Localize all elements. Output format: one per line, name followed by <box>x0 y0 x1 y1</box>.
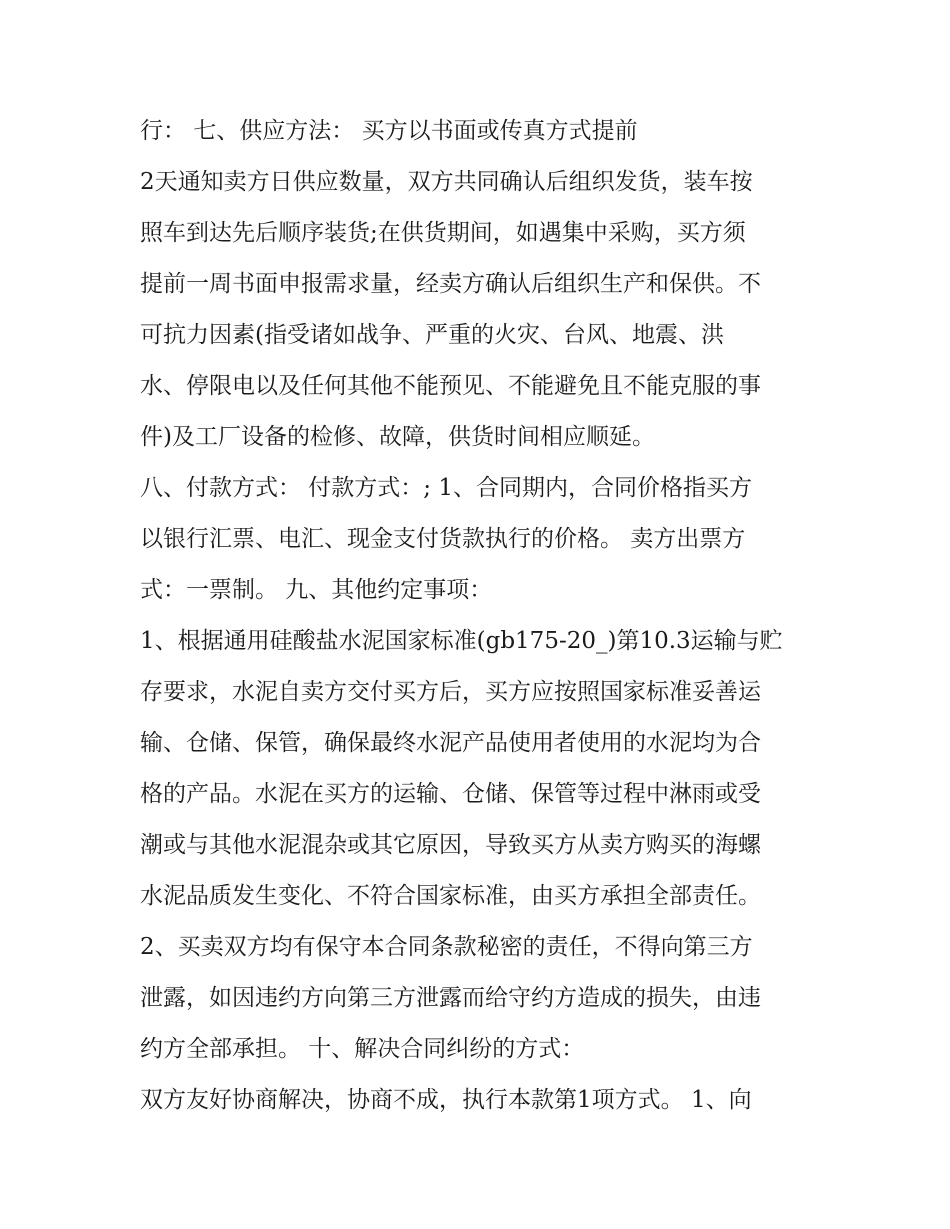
text-line: 式：一票制。 九、其他约定事项： <box>140 577 493 603</box>
text-line: 存要求，水泥自卖方交付买方后，买方应按照国家标准妥善运 <box>140 679 761 705</box>
text-line: 水泥品质发生变化、不符合国家标准，由买方承担全部责任。 <box>140 883 761 909</box>
text-line: 双方友好协商解决，协商不成，执行本款第1项方式。 1、向 <box>140 1087 752 1113</box>
text-line: 格的产品。水泥在买方的运输、仓储、保管等过程中淋雨或受 <box>140 781 761 807</box>
text-line: 八、付款方式： 付款方式：; 1、合同期内，合同价格指买方 <box>140 475 753 501</box>
text-line: 以银行汇票、电汇、现金支付货款执行的价格。 卖方出票方 <box>140 526 746 552</box>
text-line: 1、根据通用硅酸盐水泥国家标准(gb175-20_)第10.3运输与贮 <box>140 628 783 654</box>
document-body <box>140 106 820 1126</box>
text-line: 提前一周书面申报需求量，经卖方确认后组织生产和保供。不 <box>140 271 761 297</box>
text-line: 行： 七、供应方法： 买方以书面或传真方式提前 <box>140 118 638 144</box>
text-line: 件)及工厂设备的检修、故障，供货时间相应顺延。 <box>140 424 655 450</box>
text-line: 照车到达先后顺序装货;在供货期间，如遇集中采购，买方须 <box>140 220 746 246</box>
text-line: 泄露，如因违约方向第三方泄露而给守约方造成的损失，由违 <box>140 985 761 1011</box>
text-line: 水、停限电以及任何其他不能预见、不能避免且不能克服的事 <box>140 373 761 399</box>
text-line: 输、仓储、保管，确保最终水泥产品使用者使用的水泥均为合 <box>140 730 761 756</box>
text-line: 2、买卖双方均有保守本合同条款秘密的责任，不得向第三方 <box>140 934 753 960</box>
text-line: 潮或与其他水泥混杂或其它原因，导致买方从卖方购买的海螺 <box>140 832 761 858</box>
text-line: 2天通知卖方日供应数量，双方共同确认后组织发货，装车按 <box>140 169 753 195</box>
text-line: 可抗力因素(指受诸如战争、严重的火灾、台风、地震、洪 <box>140 322 724 348</box>
text-line: 约方全部承担。 十、解决合同纠纷的方式： <box>140 1036 585 1062</box>
